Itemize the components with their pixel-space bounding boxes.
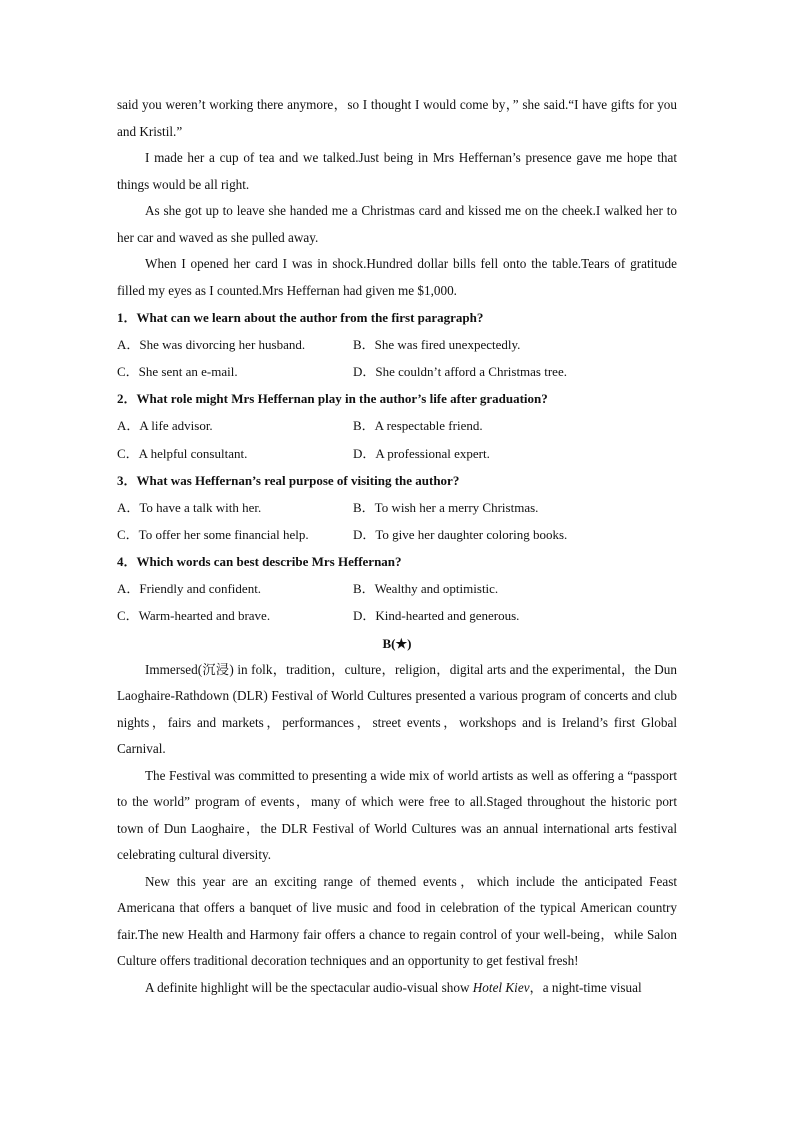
passage-b-paragraph-1: Immersed(沉浸) in folk，tradition，culture，religion，digital arts and the experimental，the Dun Laoghaire-Rathdown (DLR) Festival of World Cultures presented a various program of concerts and club nights，fairs and markets，performances，street events，workshops and is Ireland’s first Global Carnival. (117, 661, 677, 757)
option-c[interactable]: C．Warm-hearted and brave. (117, 608, 271, 624)
question-text: 3．What was Heffernan’s real purpose of visiting the author? (117, 472, 460, 488)
question-4 (117, 548, 677, 629)
option-a[interactable]: A．To have a talk with her. (117, 499, 262, 515)
question-text: 2．What role might Mrs Heffernan play in the author’s life after graduation? (117, 391, 548, 407)
story-paragraph-3: As she got up to leave she handed me a Christmas card and kissed me on the cheek.I walked her to her car and waved as she pulled away. (117, 203, 677, 245)
document-page (117, 92, 677, 1001)
option-c[interactable]: C．She sent an e-mail. (117, 364, 238, 380)
option-c[interactable]: C．A helpful consultant. (117, 445, 248, 461)
option-b[interactable]: B．Wealthy and optimistic. (353, 581, 499, 597)
question-2 (117, 385, 677, 466)
option-d[interactable]: D．A professional expert. (353, 445, 490, 461)
passage-b-paragraph-2: The Festival was committed to presenting a wide mix of world artists as well as offering a “passport to the world” program of events，many of which were free to all.Staged throughout the historic port town of Dun Laoghaire，the DLR Festival of World Cultures was an annual international arts festival celebrating cultural diversity. (117, 767, 677, 863)
text-run: A definite highlight will be the spectacular audio-visual show (145, 979, 473, 995)
option-c[interactable]: C．To offer her some financial help. (117, 527, 309, 543)
question-text: 1．What can we learn about the author from the first paragraph? (117, 310, 484, 325)
story-paragraph-1: said you weren’t working there anymore，so I thought I would come by，” she said.“I have gifts for you and Kristil.” (117, 97, 677, 139)
story-paragraph-4: When I opened her card I was in shock.Hundred dollar bills fell onto the table.Tears of gratitude filled my eyes as I counted.Mrs Heffernan had given me $1,000. (117, 256, 677, 298)
option-a[interactable]: A．A life advisor. (117, 418, 213, 434)
option-d[interactable]: D．She couldn’t afford a Christmas tree. (353, 364, 567, 380)
question-3 (117, 467, 677, 548)
option-b[interactable]: B．To wish her a merry Christmas. (353, 499, 539, 515)
option-d[interactable]: D．To give her daughter coloring books. (353, 527, 568, 543)
question-text: 4．Which words can best describe Mrs Heffernan? (117, 554, 402, 570)
text-run: ，a night-time visual (529, 979, 642, 995)
option-d[interactable]: D．Kind-hearted and generous. (353, 608, 520, 624)
question-1 (117, 304, 677, 385)
option-a[interactable]: A．She was divorcing her husband. (117, 337, 306, 352)
option-a[interactable]: A．Friendly and confident. (117, 581, 262, 597)
show-title: Hotel Kiev (472, 979, 530, 995)
option-b[interactable]: B．A respectable friend. (353, 418, 483, 434)
story-paragraph-2: I made her a cup of tea and we talked.Just being in Mrs Heffernan’s presence gave me hope that things would be all right. (117, 150, 677, 192)
option-b[interactable]: B．She was fired unexpectedly. (353, 337, 521, 352)
passage-b-paragraph-4 (117, 975, 677, 1002)
section-heading: B(★) (382, 635, 412, 651)
passage-b-paragraph-3: New this year are an exciting range of themed events，which include the anticipated Feast Americana that offers a banquet of live music and food in celebration of the typical American country fair.The new Health and Harmony fair offers a chance to regain control of your well-being，while Salon Culture offers traditional decoration techniques and an opportunity to get festival fresh! (117, 873, 677, 969)
